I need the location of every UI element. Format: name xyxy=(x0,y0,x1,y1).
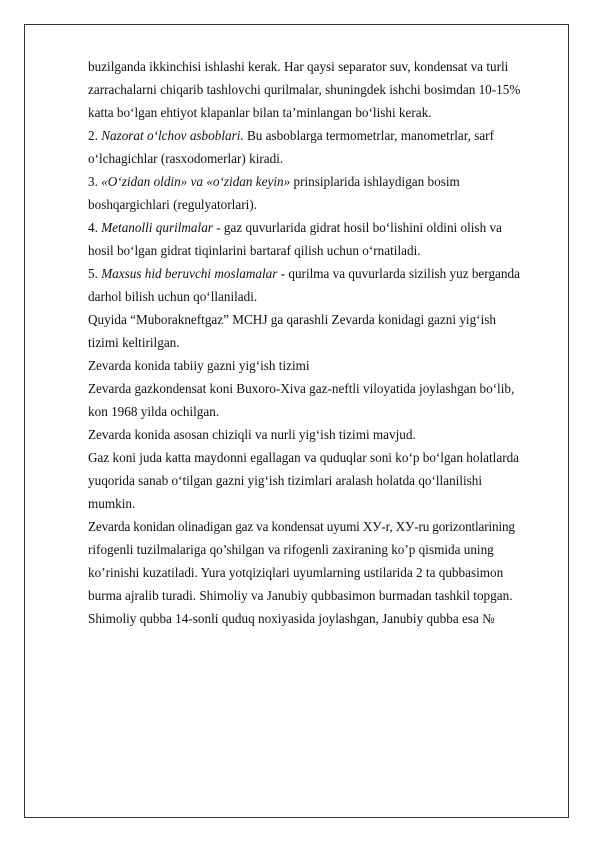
text-run: Quyida “Muborakneftgaz” MCHJ ga qarashli Zevarda konidagi gazni yig‘ish xyxy=(88,312,496,327)
text-line xyxy=(88,193,558,216)
text-line xyxy=(88,170,558,193)
text-line xyxy=(88,469,558,492)
text-run: Bu asboblarga termometrlar, manometrlar, sarf xyxy=(243,128,494,143)
text-run: zarrachalarni chiqarib tashlovchi qurilmalar, shuningdek ishchi bosimdan 10-15% xyxy=(88,82,521,97)
italic-term: Metanolli qurilmalar xyxy=(101,220,213,235)
text-run: mumkin. xyxy=(88,496,136,511)
text-run: - gaz quvurlarida gidrat hosil bo‘lishini oldini olish va xyxy=(212,220,502,235)
text-run: tizimi keltirilgan. xyxy=(88,335,180,350)
text-run: Shimoliy qubba 14-sonli quduq noxiyasida joylashgan, Janubiy qubba esa № xyxy=(88,611,495,626)
text-line xyxy=(88,515,558,538)
text-run: rifogenli tuzilmalariga qo’shilgan va rifogenli zaxiraning ko’p qismida uning xyxy=(88,542,494,557)
text-run: katta bo‘lgan ehtiyot klapanlar bilan ta’minlangan bo‘lishi kerak. xyxy=(88,105,432,120)
text-line xyxy=(88,377,558,400)
text-line xyxy=(88,78,558,101)
text-line xyxy=(88,308,558,331)
text-run: - qurilma va quvurlarda sizilish yuz berganda xyxy=(277,266,520,281)
text-run: ko’rinishi kuzatiladi. Yura yotqiziqlari uyumlarning ustilarida 2 ta qubbasimon xyxy=(88,565,504,580)
text-line xyxy=(88,239,558,262)
text-line xyxy=(88,331,558,354)
text-line xyxy=(88,262,558,285)
text-line xyxy=(88,124,558,147)
text-run: buzilganda ikkinchisi ishlashi kerak. Har qaysi separator suv, kondensat va turli xyxy=(88,59,509,74)
italic-term: Nazorat o‘lchov asboblari. xyxy=(101,128,244,143)
text-line xyxy=(88,538,558,561)
text-line xyxy=(88,216,558,239)
text-run: Gaz koni juda katta maydonni egallagan va quduqlar soni ko‘p bo‘lgan holatlarda xyxy=(88,450,520,465)
text-run: Zevarda gazkondensat koni Buxoro-Xiva gaz-neftli viloyatida joylashgan bo‘lib, xyxy=(88,381,515,396)
text-run: boshqargichlari (regulyatorlari). xyxy=(88,197,257,212)
text-run: 3. xyxy=(88,174,102,189)
text-line xyxy=(88,400,558,423)
text-run: o‘lchagichlar (rasxodomerlar) kiradi. xyxy=(88,151,284,166)
text-line xyxy=(88,423,558,446)
text-line xyxy=(88,354,558,377)
text-run: 5. xyxy=(88,266,102,281)
text-line xyxy=(88,492,558,515)
text-line xyxy=(88,561,558,584)
text-run: 4. xyxy=(88,220,102,235)
text-line xyxy=(88,584,558,607)
text-run: 2. xyxy=(88,128,102,143)
text-run: prinsiplarida ishlaydigan bosim xyxy=(290,174,460,189)
text-line xyxy=(88,446,558,469)
text-run: burma ajralib turadi. Shimoliy va Janubiy qubbasimon burmadan tashkil topgan. xyxy=(88,588,513,603)
italic-term: Maxsus hid beruvchi moslamalar xyxy=(101,266,278,281)
text-line xyxy=(88,101,558,124)
text-run: Zevarda konidan olinadigan gaz va kondensat uyumi XУ-r, XУ-ru gorizontlarining xyxy=(88,519,515,534)
text-run: hosil bo‘lgan gidrat tiqinlarini bartaraf qilish uchun o‘rnatiladi. xyxy=(88,243,421,258)
text-line xyxy=(88,55,558,78)
text-line xyxy=(88,285,558,308)
text-line xyxy=(88,147,558,170)
document-body xyxy=(88,55,558,630)
text-run: Zevarda konida asosan chiziqli va nurli yig‘ish tizimi mavjud. xyxy=(88,427,416,442)
text-run: yuqorida sanab o‘tilgan gazni yig‘ish tizimlari aralash holatda qo‘llanilishi xyxy=(88,473,483,488)
text-run: Zevarda konida tabiiy gazni yig‘ish tizimi xyxy=(88,358,310,373)
text-line xyxy=(88,607,558,630)
text-run: kon 1968 yilda ochilgan. xyxy=(88,404,220,419)
italic-term: «O‘zidan oldin» va «o‘zidan keyin» xyxy=(101,174,291,189)
text-run: darhol bilish uchun qo‘llaniladi. xyxy=(88,289,258,304)
